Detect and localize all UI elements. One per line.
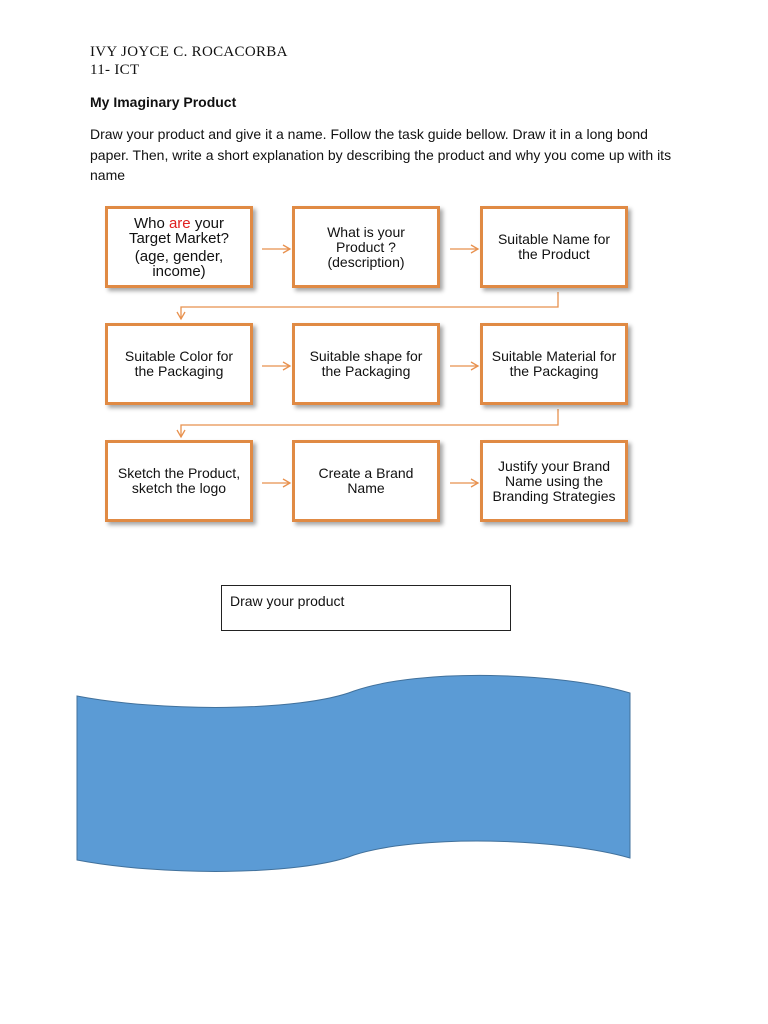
flow-box-packaging-material: Suitable Material for the Packaging xyxy=(480,323,628,405)
student-name: IVY JOYCE C. ROCACORBA xyxy=(90,44,288,60)
flow-box-product-name: Suitable Name for the Product xyxy=(480,206,628,288)
flow-box-target-market: Who are your Target Market? (age, gender, income) xyxy=(105,206,253,288)
instructions-text: Draw your product and give it a name. Follow the task guide bellow. Draw it in a long bond paper. Then, write a short explanation by describing the product and why you come up with its name xyxy=(90,126,672,183)
flow-box-packaging-shape: Suitable shape for the Packaging xyxy=(292,323,440,405)
draw-product-label: Draw your product xyxy=(230,593,345,609)
flow-box-branding-strategies: Justify your Brand Name using the Branding Strategies xyxy=(480,440,628,522)
page-title: My Imaginary Product xyxy=(90,94,237,110)
flow-box-brand-name: Create a Brand Name xyxy=(292,440,440,522)
flow-box-product-description: What is your Product ? (description) xyxy=(292,206,440,288)
highlight-word: are xyxy=(168,214,191,232)
wave-banner xyxy=(77,675,630,871)
flow-box-packaging-color: Suitable Color for the Packaging xyxy=(105,323,253,405)
student-class: 11- ICT xyxy=(90,62,140,78)
flow-box-sketch: Sketch the Product, sketch the logo xyxy=(105,440,253,522)
